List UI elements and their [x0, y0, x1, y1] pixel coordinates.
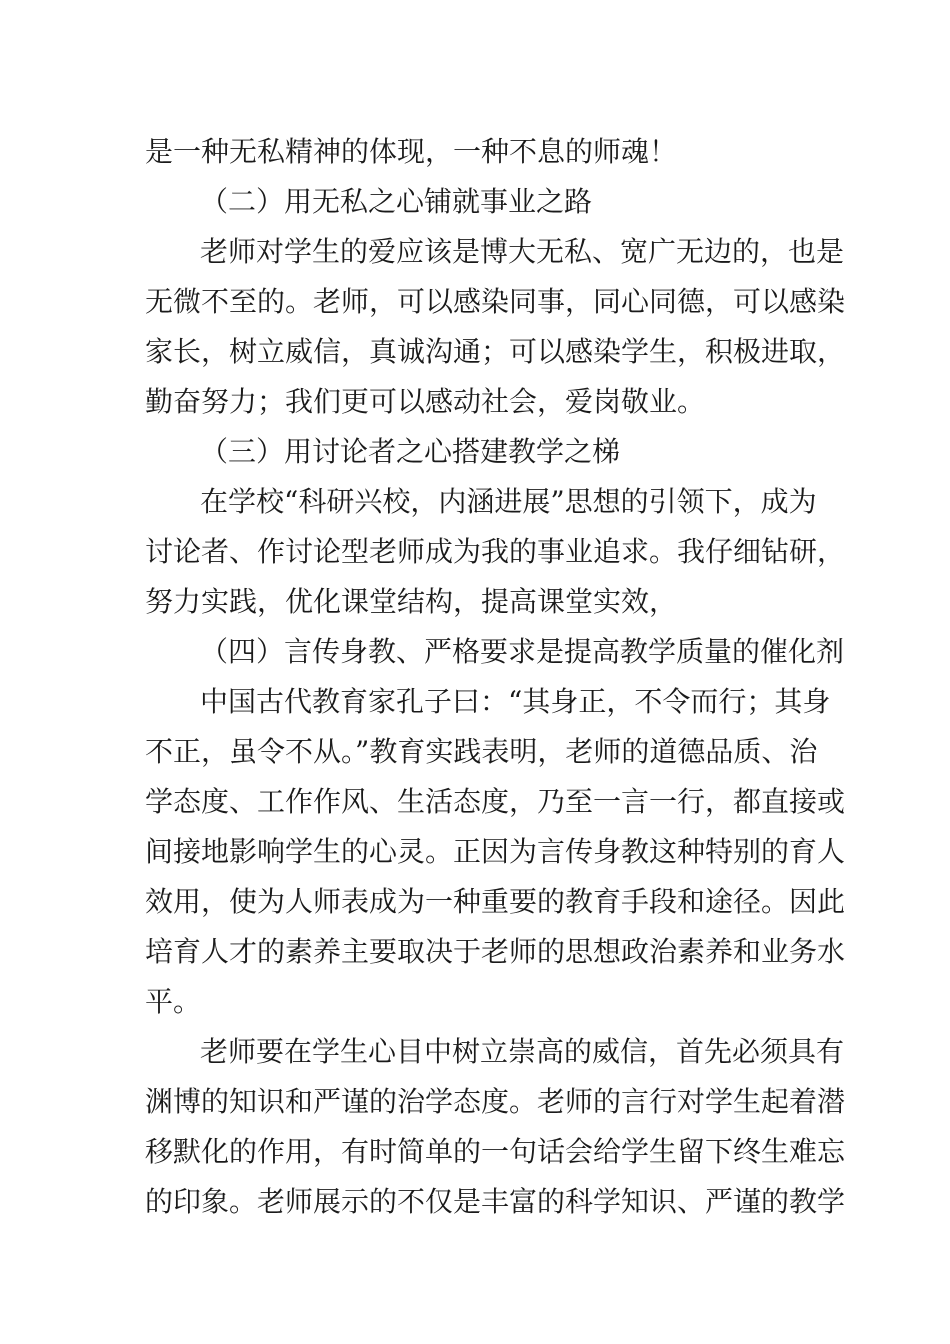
- text-line-20: 渊博的知识和严谨的治学态度。老师的言行对学生起着潜: [145, 1085, 846, 1118]
- text-line-21: 移默化的作用，有时简单的一句话会给学生留下终生难忘: [145, 1135, 846, 1168]
- text-line-13: 不正，虽令不从。”教育实践表明，老师的道德品质、治: [145, 735, 818, 768]
- text-line-17: 培育人才的素养主要取决于老师的思想政治素养和业务水: [145, 935, 846, 968]
- text-line-18: 平。: [145, 985, 202, 1018]
- text-line-10: 努力实践，优化课堂结构，提高课堂实效，: [145, 585, 678, 618]
- text-line-19: 老师要在学生心目中树立崇高的威信，首先必须具有: [200, 1035, 845, 1068]
- text-line-9: 讨论者、作讨论型老师成为我的事业追求。我仔细钻研，: [145, 535, 846, 568]
- text-line-1: 是一种无私精神的体现，一种不息的师魂！: [145, 135, 678, 168]
- section-heading-4: （四）言传身教、严格要求是提高教学质量的催化剂: [200, 635, 845, 668]
- text-line-5: 家长，树立威信，真诚沟通；可以感染学生，积极进取，: [145, 335, 846, 368]
- text-line-8: 在学校“科研兴校，内涵进展”思想的引领下，成为: [200, 485, 817, 518]
- section-heading-3: （三）用讨论者之心搭建教学之梯: [200, 435, 621, 468]
- text-line-12: 中国古代教育家孔子曰：“其身正，不令而行；其身: [200, 685, 831, 718]
- text-line-6: 勤奋努力；我们更可以感动社会，爱岗敬业。: [145, 385, 706, 418]
- section-heading-2: （二）用无私之心铺就事业之路: [200, 185, 593, 218]
- text-line-3: 老师对学生的爱应该是博大无私、宽广无边的，也是: [200, 235, 845, 268]
- text-line-4: 无微不至的。老师，可以感染同事，同心同德，可以感染: [145, 285, 846, 318]
- text-line-22: 的印象。老师展示的不仅是丰富的科学知识、严谨的教学: [145, 1185, 846, 1218]
- text-line-15: 间接地影响学生的心灵。正因为言传身教这种特别的育人: [145, 835, 846, 868]
- text-line-16: 效用，使为人师表成为一种重要的教育手段和途径。因此: [145, 885, 846, 918]
- text-line-14: 学态度、工作作风、生活态度，乃至一言一行，都直接或: [145, 785, 846, 818]
